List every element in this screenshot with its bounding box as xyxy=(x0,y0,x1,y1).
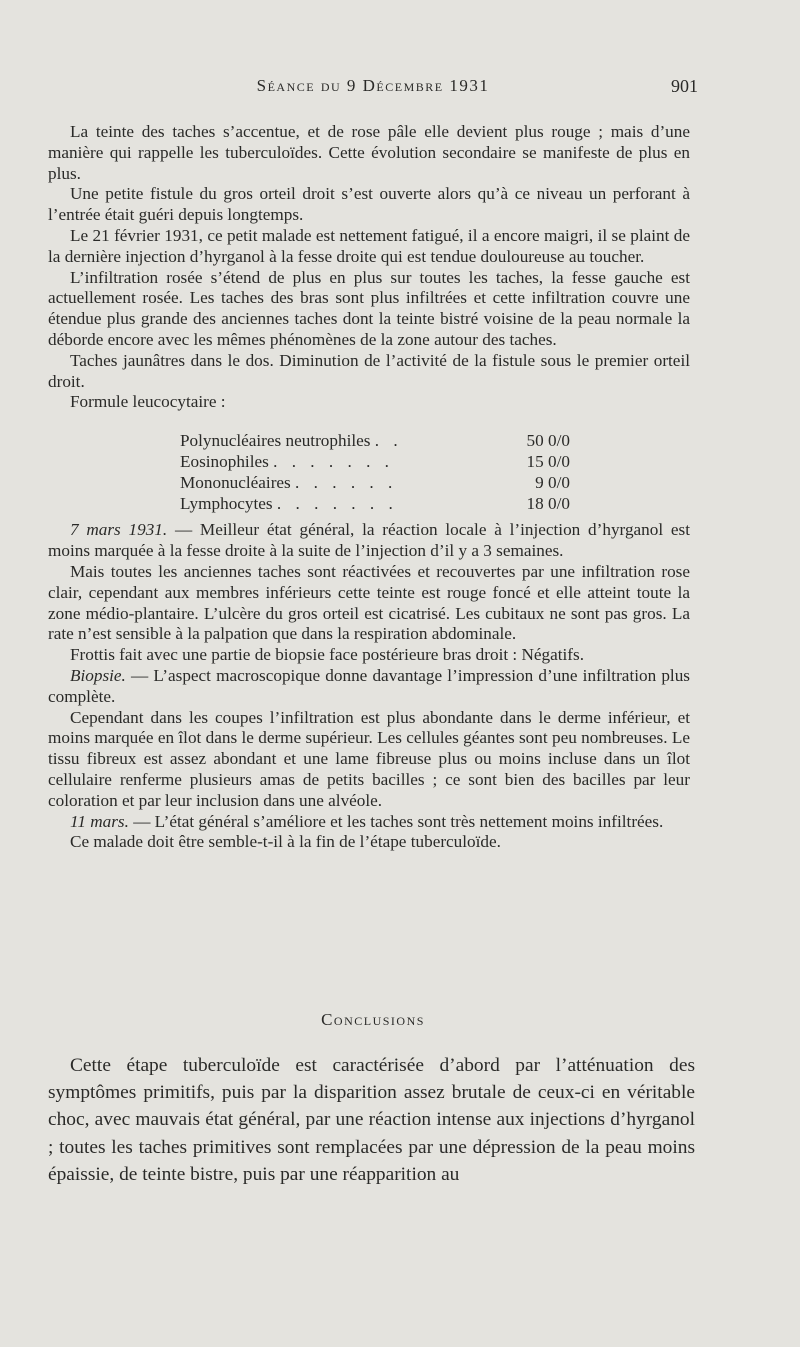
biopsie-label: Biopsie. xyxy=(70,665,126,685)
cell-name xyxy=(180,452,500,473)
paragraph: Le 21 février 1931, ce petit malade est nettement fatigué, il a encore maigri, il se plaint de la dernière injection d’hyrganol à la fesse droite qui est tendue douloureuse au toucher. xyxy=(48,225,690,266)
cell-label: Mononucléaires xyxy=(180,472,291,492)
cell-value: 9 0/0 xyxy=(535,472,570,492)
paragraph: Frottis fait avec une partie de biopsie face postérieure bras droit : Négatifs. xyxy=(70,645,585,665)
cell-label: Eosinophiles xyxy=(180,451,269,471)
paragraph xyxy=(48,520,690,562)
cell-label: Lymphocytes xyxy=(180,493,273,513)
paragraph: Mais toutes les anciennes taches sont réactivées et recouvertes par une infiltration rose clair, cependant aux membres inférieurs cette teinte est rouge foncé et elle atteint toute la zone médio-plantaire. L’ulcère du gros orteil est cicatrisé. Les cubitaux ne sont pas gros. La rate n’est sensible à la palpation que dans la respiration abdominale. xyxy=(48,561,690,644)
paragraph: Taches jaunâtres dans le dos. Diminution de l’activité de la fistule sous le premier orteil droit. xyxy=(48,350,690,391)
table-row xyxy=(180,452,570,473)
leader-dots: . . . . . . . xyxy=(273,451,394,471)
cell-name xyxy=(180,473,500,494)
biopsie-text: — L’aspect macroscopique donne davantage l’impression d’une infiltration plus complète. xyxy=(48,665,690,706)
cell-value: 15 0/0 xyxy=(526,451,570,471)
cell-name xyxy=(180,494,500,515)
entry-text: — L’état général s’améliore et les taches sont très nettement moins infiltrées. xyxy=(128,811,664,831)
page-number: 901 xyxy=(671,76,698,96)
paragraph: Cependant dans les coupes l’infiltration est plus abondante dans le derme inférieur, et moins marquée en îlot dans le derme supérieur. Les cellules géantes sont peu nombreuses. Le tissu fibreux est assez abondant et une lame fibreuse plus ou moins incluse dans un îlot cellulaire renferme plusieurs amas de petits bacilles ; ce sont bien des bacilles par leur coloration et par leur inclusion dans une alvéole. xyxy=(48,707,690,810)
paragraph: Ce malade doit être semble-t-il à la fin de l’étape tuberculoïde. xyxy=(70,832,501,852)
page-header xyxy=(48,76,698,102)
cell-value: 18 0/0 xyxy=(526,493,570,513)
cell-value: 50 0/0 xyxy=(526,431,570,451)
entry-date: 7 mars 1931. xyxy=(70,520,168,540)
table-row xyxy=(180,473,570,494)
paragraph xyxy=(48,812,690,833)
leader-dots: . . . . . . . xyxy=(276,493,398,513)
conclusions-title: Conclusions xyxy=(321,1010,425,1029)
leader-dots: . . . . . . xyxy=(295,472,398,492)
paragraph: L’infiltration rosée s’étend de plus en plus sur toutes les taches, la fesse gauche est actuellement rosée. Les taches des bras sont plus infiltrées et cette infiltration couvre une étendue plus grande des anciennes taches dont la teinte bistré voisine de la peau normale la déborde encore avec les mêmes phénomènes de la zone autour des taches. xyxy=(48,267,690,349)
conclusions-section xyxy=(48,1052,695,1188)
paragraph: Une petite fistule du gros orteil droit s’est ouverte alors qu’à ce niveau un perforant à l’entrée était guéri depuis longtemps. xyxy=(48,184,690,225)
leader-dots: . . xyxy=(374,431,403,451)
formula-intro: Formule leucocytaire : xyxy=(70,392,226,412)
running-head: Séance du 9 Décembre 1931 xyxy=(256,76,490,95)
cell-name xyxy=(180,431,500,452)
body-text xyxy=(48,122,690,853)
entry-text: — Meilleur état général, la réaction locale à l’injection d’hyrganol est moins marquée à la fesse droite à la suite de l’injection d’il y a 3 semaines. xyxy=(48,520,690,561)
paragraph: La teinte des taches s’accentue, et de rose pâle elle devient plus rouge ; mais d’une manière qui rappelle les tuberculoïdes. Cette évolution secondaire se manifeste de plus en plus. xyxy=(48,122,690,183)
entry-date: 11 mars. xyxy=(70,811,129,831)
table-row xyxy=(180,431,570,452)
conclusions-paragraph: Cette étape tuberculoïde est caractérisée d’abord par l’atténuation des symptômes primitifs, puis par la disparition assez brutale de ceux-ci en véritable choc, avec mauvais état général, par une réaction intense aux injections d’hyrganol ; toutes les taches primitives sont remplacées par une dépression de la peau moins épaissie, de teinte bistre, puis par une réapparition au xyxy=(48,1055,695,1185)
table-row xyxy=(180,494,570,515)
paragraph xyxy=(48,666,690,708)
cell-label: Polynucléaires neutrophiles xyxy=(180,431,371,451)
leucocyte-formula-table xyxy=(180,431,570,514)
